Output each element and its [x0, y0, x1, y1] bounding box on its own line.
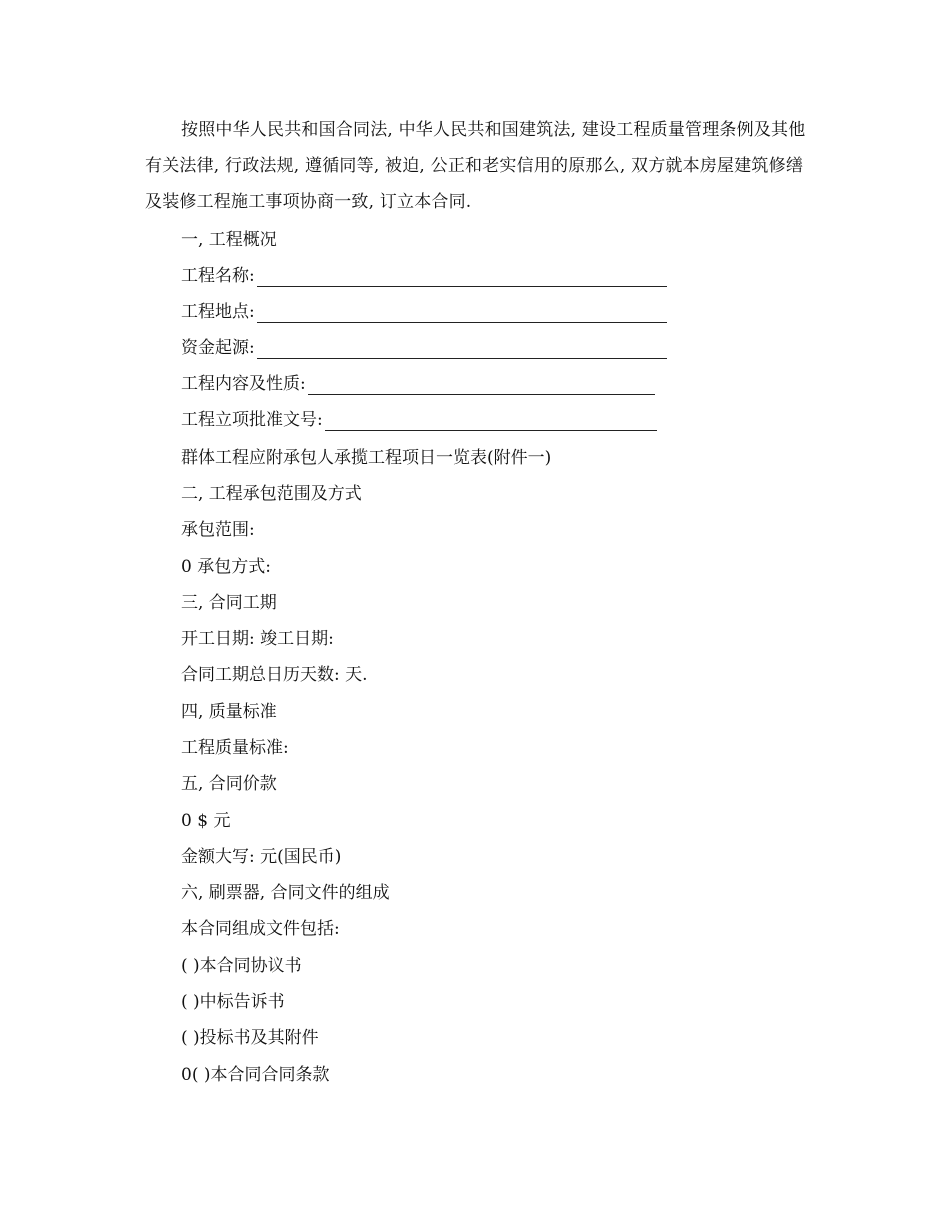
document-item: ( )本合同协议书 [181, 956, 302, 976]
field-project-content [181, 373, 655, 395]
field-label: 工程内容及性质: [181, 374, 306, 394]
document-item: 0( )本合同合同条款 [181, 1065, 330, 1085]
field-project-location [181, 301, 667, 323]
field-funding-source [181, 337, 667, 359]
field-label: 工程地点: [181, 302, 255, 322]
amount-words-label: 金额大写: 元(国民币) [181, 847, 342, 867]
amount-label: 0 $ 元 [181, 811, 231, 831]
section-heading-duration: 三, 合同工期 [181, 593, 277, 613]
field-label: 工程立项批准文号: [181, 410, 323, 430]
method-label: 0 承包方式: [181, 557, 271, 577]
document-item: ( )中标告诉书 [181, 992, 285, 1012]
document-item: ( )投标书及其附件 [181, 1028, 319, 1048]
blank-line [257, 304, 667, 323]
blank-line [325, 412, 657, 431]
blank-line [257, 340, 667, 359]
section-heading-overview: 一, 工程概况 [181, 230, 277, 250]
blank-line [308, 376, 655, 395]
documents-intro: 本合同组成文件包括: [181, 919, 340, 939]
intro-paragraph: 按照中华人民共和国合同法, 中华人民共和国建筑法, 建设工程质量管理条例及其他有关法律, 行政法规, 遵循同等, 被迫, 公正和老实信用的原那么, 双方就本房屋建筑修缮及装修工程施工事项协商一致, 订立本合同. [145, 120, 806, 212]
total-days-label: 合同工期总日历天数: 天. [181, 665, 368, 685]
scope-label: 承包范围: [181, 520, 255, 540]
group-project-note: 群体工程应附承包人承揽工程项日一览表(附件一) [181, 448, 552, 468]
field-project-name [181, 265, 667, 287]
field-label: 资金起源: [181, 338, 255, 358]
section-heading-quality: 四, 质量标准 [181, 702, 277, 722]
quality-standard-label: 工程质量标准: [181, 738, 289, 758]
section-heading-scope: 二, 工程承包范围及方式 [181, 484, 362, 504]
blank-line [257, 268, 667, 287]
section-heading-price: 五, 合同价款 [181, 774, 277, 794]
dates-label: 开工日期: 竣工日期: [181, 629, 334, 649]
field-label: 工程名称: [181, 266, 255, 286]
section-heading-documents: 六, 刷票器, 合同文件的组成 [181, 883, 390, 903]
field-approval-number [181, 409, 657, 431]
